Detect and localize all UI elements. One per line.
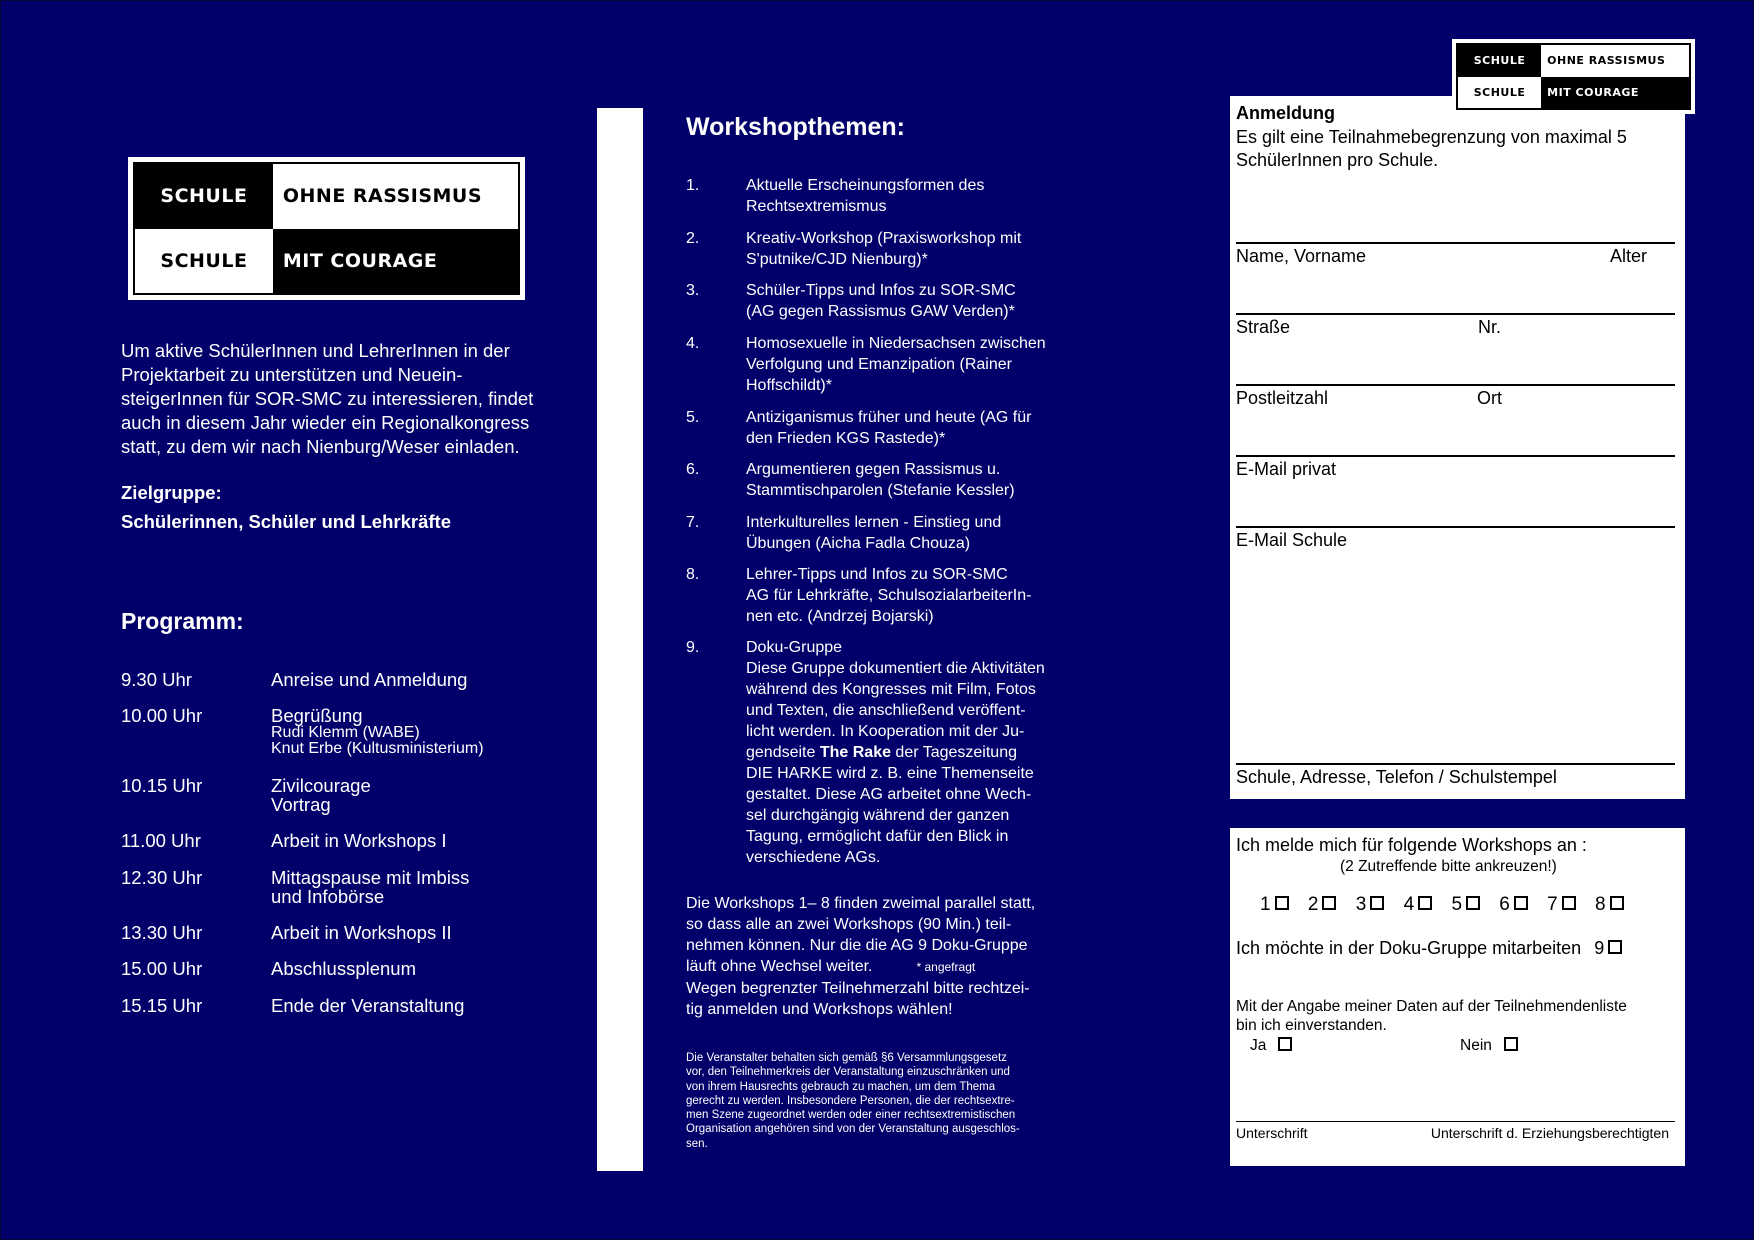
zip-label: Postleitzahl xyxy=(1236,388,1329,408)
program-subtext: Knut Erbe (Kultusministerium) xyxy=(271,740,484,757)
selection-hint: (2 Zutreffende bitte ankreuzen!) xyxy=(1340,858,1557,875)
checkbox-icon[interactable] xyxy=(1275,896,1289,910)
form-subtitle: SchülerInnen pro Schule. xyxy=(1236,150,1439,170)
checkbox-icon[interactable] xyxy=(1322,896,1336,910)
note-line: nehmen können. Nur die die AG 9 Doku-Gruppe xyxy=(686,937,1028,954)
legal-line: vor, den Teilnehmerkreis der Veranstaltung einzuschränken und xyxy=(686,1066,1010,1079)
consent-no[interactable] xyxy=(1460,1037,1518,1055)
divider-bar xyxy=(597,108,643,1171)
consent-yes[interactable] xyxy=(1250,1037,1292,1055)
workshop-number: 2. xyxy=(686,230,700,247)
program-time: 15.15 Uhr xyxy=(121,995,203,1016)
workshop-line: Kreativ-Workshop (Praxisworkshop mit xyxy=(746,230,1022,247)
option-number: 4 xyxy=(1403,894,1415,915)
note-line-part: läuft ohne Wechsel weiter. xyxy=(686,958,873,975)
option-number: 2 xyxy=(1307,894,1319,915)
workshop-line: Stammtischparolen (Stefanie Kessler) xyxy=(746,482,1015,499)
workshop-line: Aktuelle Erscheinungsformen des xyxy=(746,177,985,194)
signature-label: Unterschrift xyxy=(1236,1125,1308,1141)
workshop-line: Homosexuelle in Niedersachsen zwischen xyxy=(746,335,1046,352)
option-number: 6 xyxy=(1499,894,1510,915)
program-time: 10.15 Uhr xyxy=(121,775,203,796)
program-subtext: und Infobörse xyxy=(271,886,385,907)
program-time: 15.00 Uhr xyxy=(121,958,203,979)
legal-line: gerecht zu werden. Insbesondere Personen, die der rechtsextre- xyxy=(686,1094,1015,1107)
workshop-number: 4. xyxy=(686,335,700,352)
workshop-note xyxy=(686,893,1056,1020)
logo-text: MIT COURAGE xyxy=(1541,77,1689,109)
workshop-line: Übungen (Aicha Fadla Chouza) xyxy=(746,535,971,552)
workshop-option[interactable] xyxy=(1404,894,1433,915)
option-number: 1 xyxy=(1260,894,1271,915)
logo-text: SCHULE xyxy=(1458,77,1541,109)
selection-heading: Ich melde mich für folgende Workshops an : xyxy=(1236,835,1587,855)
zip-field-line[interactable] xyxy=(1236,384,1675,386)
checkbox-icon[interactable] xyxy=(1504,1037,1518,1051)
program-text: Arbeit in Workshops II xyxy=(271,922,452,943)
workshop-line: licht werden. In Kooperation mit der Ju- xyxy=(746,723,1025,740)
workshop-line: (AG gegen Rassismus GAW Verden)* xyxy=(746,303,1015,320)
workshop-number: 6. xyxy=(686,461,700,478)
workshop-number: 8. xyxy=(686,566,700,583)
workshop-line: Rechtsextremismus xyxy=(746,198,887,215)
program-time: 10.00 Uhr xyxy=(121,705,203,726)
workshop-line: den Frieden KGS Rastede)* xyxy=(746,430,946,447)
workshop-number: 3. xyxy=(686,282,700,299)
legal-line: Die Veranstalter behalten sich gemäß §6 Versammlungsgesetz xyxy=(686,1052,1007,1064)
age-label: Alter xyxy=(1610,246,1648,266)
option-number: 8 xyxy=(1595,894,1606,915)
intro-line: statt, zu dem wir nach Nienburg/Weser einladen. xyxy=(121,436,520,457)
intro-line: steigerInnen für SOR-SMC zu interessieren, findet xyxy=(121,388,534,409)
workshop-line: AG für Lehrkräfte, SchulsozialarbeiterIn- xyxy=(746,587,1032,604)
school-label: Schule, Adresse, Telefon / Schulstempel xyxy=(1236,767,1557,787)
form-title: Anmeldung xyxy=(1236,103,1335,123)
workshop-number: 5. xyxy=(686,409,700,426)
checkbox-icon[interactable] xyxy=(1418,896,1432,910)
workshop-line: Doku-Gruppe xyxy=(746,639,843,656)
workshop-line: Diese Gruppe dokumentiert die Aktivitäten xyxy=(746,660,1045,677)
doku-label: Ich möchte in der Doku-Gruppe mitarbeiten xyxy=(1236,938,1582,958)
workshop-option[interactable] xyxy=(1308,894,1337,915)
number-label: Nr. xyxy=(1478,317,1502,337)
signature-line[interactable] xyxy=(1236,1121,1675,1122)
street-label: Straße xyxy=(1236,317,1291,337)
workshop-line: und Texten, die anschließend veröffent- xyxy=(746,702,1026,719)
note-line: Die Workshops 1– 8 finden zweimal parallel statt, xyxy=(686,895,1036,912)
workshop-number: 9. xyxy=(686,639,700,656)
email-private-label: E-Mail privat xyxy=(1236,459,1337,479)
registration-form xyxy=(1230,96,1685,799)
logo-small xyxy=(1452,39,1695,114)
workshop-line: nen etc. (Andrzej Bojarski) xyxy=(746,608,934,625)
email-school-field-line[interactable] xyxy=(1236,526,1675,528)
intro-paragraph xyxy=(121,339,561,459)
program-subtext: Rudi Klemm (WABE) xyxy=(271,724,420,741)
program-text: Arbeit in Workshops I xyxy=(271,830,447,851)
program-time: 11.00 Uhr xyxy=(121,830,201,851)
logo-text: OHNE RASSISMUS xyxy=(273,164,518,229)
option-number: 7 xyxy=(1547,894,1558,915)
workshop-line: S'putnike/CJD Nienburg)* xyxy=(746,251,928,268)
school-field-line[interactable] xyxy=(1236,763,1675,765)
intro-line: Projektarbeit zu unterstützen und Neuein- xyxy=(121,364,463,385)
program-text: Mittagspause mit Imbiss xyxy=(271,867,470,888)
legal-line: von ihrem Hausrechts gebrauch zu machen, um dem Thema xyxy=(686,1080,996,1093)
logo-text: SCHULE xyxy=(135,164,273,229)
target-group-label: Zielgruppe: xyxy=(121,482,222,503)
target-group-value: Schülerinnen, Schüler und Lehrkräfte xyxy=(121,511,451,532)
street-field-line[interactable] xyxy=(1236,313,1675,315)
legal-line: men Szene zugeordnet werden oder einer rechtsextremistischen xyxy=(686,1109,1016,1122)
program-text: Ende der Veranstaltung xyxy=(271,995,465,1016)
consent-text: bin ich einverstanden. xyxy=(1236,1017,1387,1034)
workshop-option[interactable] xyxy=(1356,894,1385,915)
program-time: 13.30 Uhr xyxy=(121,922,203,943)
workshop-options xyxy=(1260,894,1624,916)
checkbox-icon[interactable] xyxy=(1562,896,1576,910)
workshop-option[interactable] xyxy=(1499,894,1528,915)
program-subtext: Vortrag xyxy=(271,794,331,815)
workshop-line-part: gendseite xyxy=(746,744,820,761)
form-subtitle: Es gilt eine Teilnahmebegrenzung von maximal 5 xyxy=(1236,127,1627,147)
program-time: 9.30 Uhr xyxy=(121,669,192,690)
workshop-line: Antiziganismus früher und heute (AG für xyxy=(746,409,1032,426)
workshop-line: DIE HARKE wird z. B. eine Themenseite xyxy=(746,765,1034,782)
note-line: Wegen begrenzter Teilnehmerzahl bitte rechtzei- xyxy=(686,980,1030,997)
checkbox-icon[interactable] xyxy=(1278,1037,1292,1051)
logo-text: MIT COURAGE xyxy=(273,229,518,294)
logo-text: SCHULE xyxy=(1458,45,1541,77)
doku-option-number: 9 xyxy=(1594,938,1605,958)
option-number: 5 xyxy=(1451,894,1463,915)
workshop-line: Interkulturelles lernen - Einstieg und xyxy=(746,514,1002,531)
email-school-label: E-Mail Schule xyxy=(1236,530,1348,550)
checkbox-icon[interactable] xyxy=(1370,896,1384,910)
logo-large xyxy=(128,157,525,300)
doku-row[interactable] xyxy=(1236,938,1622,959)
yes-label: Ja xyxy=(1250,1037,1267,1054)
workshop-option[interactable] xyxy=(1595,894,1624,915)
workshop-line: Tagung, ermöglicht dafür den Blick in xyxy=(746,828,1009,845)
logo-text: OHNE RASSISMUS xyxy=(1541,45,1689,77)
workshop-line: Verfolgung und Emanzipation (Rainer xyxy=(746,356,1012,373)
workshop-line xyxy=(746,742,1061,763)
program-time: 12.30 Uhr xyxy=(121,867,203,888)
checkbox-icon[interactable] xyxy=(1610,896,1624,910)
email-private-field-line[interactable] xyxy=(1236,455,1675,457)
workshop-option[interactable] xyxy=(1260,894,1289,915)
note-line xyxy=(686,956,1056,978)
intro-line: Um aktive SchülerInnen und LehrerInnen in der xyxy=(121,340,510,361)
workshop-selection-form xyxy=(1230,828,1685,1166)
logo-text: SCHULE xyxy=(135,229,273,294)
consent-text: Mit der Angabe meiner Daten auf der Teilnehmendenliste xyxy=(1236,998,1627,1015)
checkbox-icon[interactable] xyxy=(1608,940,1622,954)
program-text: Anreise und Anmeldung xyxy=(271,669,468,690)
note-line: so dass alle an zwei Workshops (90 Min.) teil- xyxy=(686,916,1012,933)
workshop-line-part: der Tageszeitung xyxy=(890,744,1017,761)
legal-notice xyxy=(686,1051,1056,1151)
legal-line: Organisation angehören sind von der Veranstaltung ausgeschlos- xyxy=(686,1123,1020,1136)
program-text: Begrüßung xyxy=(271,705,363,726)
workshop-line: während des Kongresses mit Film, Fotos xyxy=(746,681,1036,698)
workshop-line: verschiedene AGs. xyxy=(746,849,881,866)
checkbox-icon[interactable] xyxy=(1514,896,1528,910)
asked-footnote: * angefragt xyxy=(916,960,976,974)
name-label: Name, Vorname xyxy=(1236,246,1367,266)
intro-section xyxy=(121,339,561,534)
program-text: Zivilcourage xyxy=(271,775,371,796)
legal-line: sen. xyxy=(686,1137,708,1150)
workshop-line: Argumentieren gegen Rassismus u. xyxy=(746,461,1001,478)
checkbox-icon[interactable] xyxy=(1466,896,1480,910)
option-number: 3 xyxy=(1355,894,1367,915)
workshop-option[interactable] xyxy=(1451,894,1480,915)
workshop-line: gestaltet. Diese AG arbeitet ohne Wech- xyxy=(746,786,1032,803)
program-text: Abschlussplenum xyxy=(271,958,416,979)
note-line: tig anmelden und Workshops wählen! xyxy=(686,1001,953,1018)
workshop-line: Schüler-Tipps und Infos zu SOR-SMC xyxy=(746,282,1016,299)
city-label: Ort xyxy=(1477,388,1502,408)
the-rake-name: The Rake xyxy=(819,744,891,761)
workshop-number: 7. xyxy=(686,514,700,531)
workshop-line: sel durchgängig während der ganzen xyxy=(746,807,1010,824)
workshop-line: Hoffschildt)* xyxy=(746,377,832,394)
no-label: Nein xyxy=(1460,1037,1492,1054)
workshop-line: Lehrer-Tipps und Infos zu SOR-SMC xyxy=(746,566,1008,583)
program-title: Programm: xyxy=(121,608,244,634)
name-field-line[interactable] xyxy=(1236,242,1675,244)
workshops-title: Workshopthemen: xyxy=(686,113,905,141)
workshop-number: 1. xyxy=(686,177,700,194)
intro-line: auch in diesem Jahr wieder ein Regionalkongress xyxy=(121,412,530,433)
workshop-option[interactable] xyxy=(1547,894,1576,915)
guardian-signature-label: Unterschrift d. Erziehungsberechtigten xyxy=(1430,1125,1669,1141)
